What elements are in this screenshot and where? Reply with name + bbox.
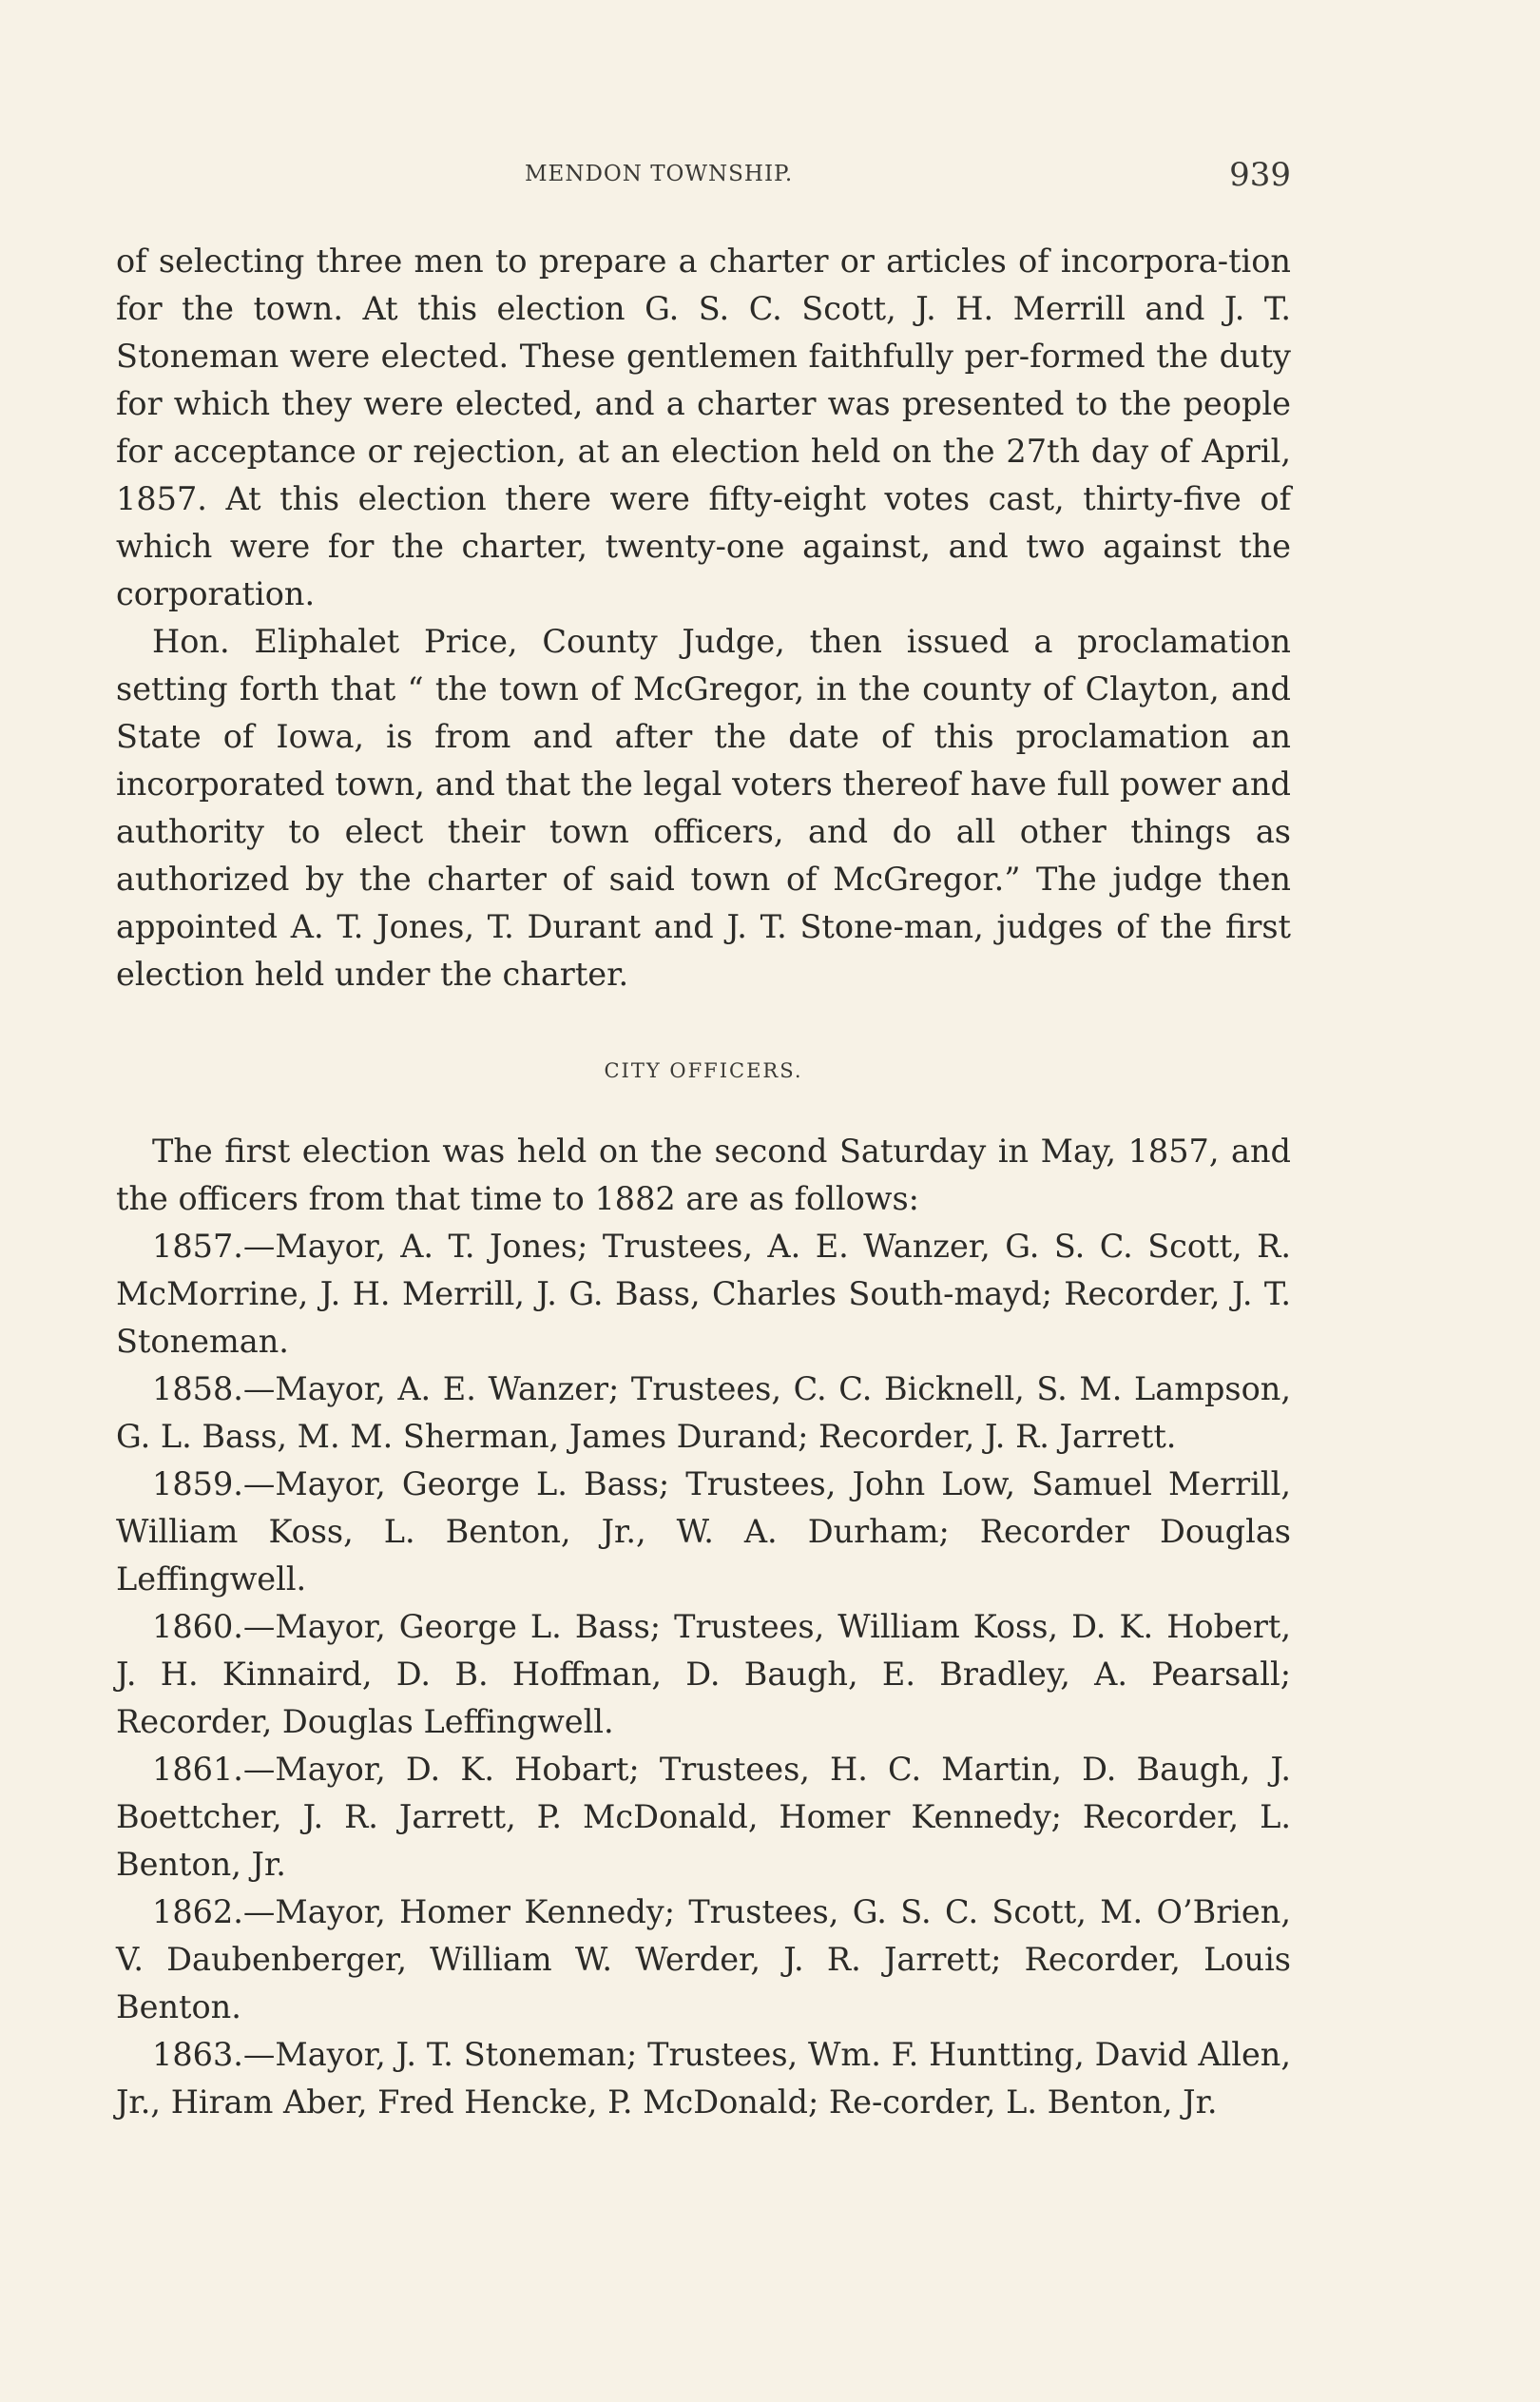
officers-entry-1860: 1860.—Mayor, George L. Bass; Trustees, William Koss, D. K. Hobert, J. H. Kinnaird, D. B. Hoffman, D. Baugh, E. Bradley, A. Pearsall; Recorder, Douglas Leffingwell. xyxy=(116,1608,1291,1740)
officers-entry-1859: 1859.—Mayor, George L. Bass; Trustees, John Low, Samuel Merrill, William Koss, L. Benton, Jr., W. A. Durham; Recorder Douglas Leffingwell. xyxy=(116,1465,1291,1598)
intro-text xyxy=(116,238,1291,998)
paragraph-proclamation: Hon. Eliphalet Price, County Judge, then issued a proclamation setting forth that “ the town of McGregor, in the county of Clayton, and State of Iowa, is from and after the date of this proclamation an incorporated town, and that the legal voters thereof have full power and authority to elect their town officers, and do all other things as authorized by the charter of said town of McGregor.” The judge then appointed A. T. Jones, T. Durant and J. T. Stone-man, judges of the first election held under the charter. xyxy=(116,623,1291,993)
city-officers-list xyxy=(116,1128,1291,2126)
paragraph-charter-election: of selecting three men to prepare a charter or articles of incorpora-tion for the town. At this election G. S. C. Scott, J. H. Merrill and J. T. Stoneman were elected. These gentlemen faithfully per-formed the duty for which they were elected, and a charter was presented to the people for acceptance or rejection, at an election held on the 27th day of April, 1857. At this election there were fifty-eight votes cast, thirty-five of which were for the charter, twenty-one against, and two against the corporation. xyxy=(116,242,1291,612)
section-intro: The first election was held on the second Saturday in May, 1857, and the officers from that time to 1882 are as follows: xyxy=(116,1133,1291,1217)
officers-entry-1861: 1861.—Mayor, D. K. Hobart; Trustees, H. C. Martin, D. Baugh, J. Boettcher, J. R. Jarrett, P. McDonald, Homer Kennedy; Recorder, L. Benton, Jr. xyxy=(116,1751,1291,1883)
officers-entry-1862: 1862.—Mayor, Homer Kennedy; Trustees, G. S. C. Scott, M. O’Brien, V. Daubenberger, William W. Werder, J. R. Jarrett; Recorder, Louis Benton. xyxy=(116,1893,1291,2025)
running-title: MENDON TOWNSHIP. xyxy=(525,162,794,186)
page-number: 939 xyxy=(1229,156,1291,194)
officers-entry-1863: 1863.—Mayor, J. T. Stoneman; Trustees, Wm. F. Huntting, David Allen, Jr., Hiram Aber, Fred Hencke, P. McDonald; Re-corder, L. Benton, Jr. xyxy=(116,2036,1291,2121)
officers-entry-1857: 1857.—Mayor, A. T. Jones; Trustees, A. E. Wanzer, G. S. C. Scott, R. McMorrine, J. H. Merrill, J. G. Bass, Charles South-mayd; Recorder, J. T. Stoneman. xyxy=(116,1228,1291,1360)
page-header xyxy=(116,156,1291,209)
section-heading: CITY OFFICERS. xyxy=(604,1059,803,1082)
officers-entry-1858: 1858.—Mayor, A. E. Wanzer; Trustees, C. C. Bicknell, S. M. Lampson, G. L. Bass, M. M. Sherman, James Durand; Recorder, J. R. Jarrett. xyxy=(116,1370,1291,1455)
